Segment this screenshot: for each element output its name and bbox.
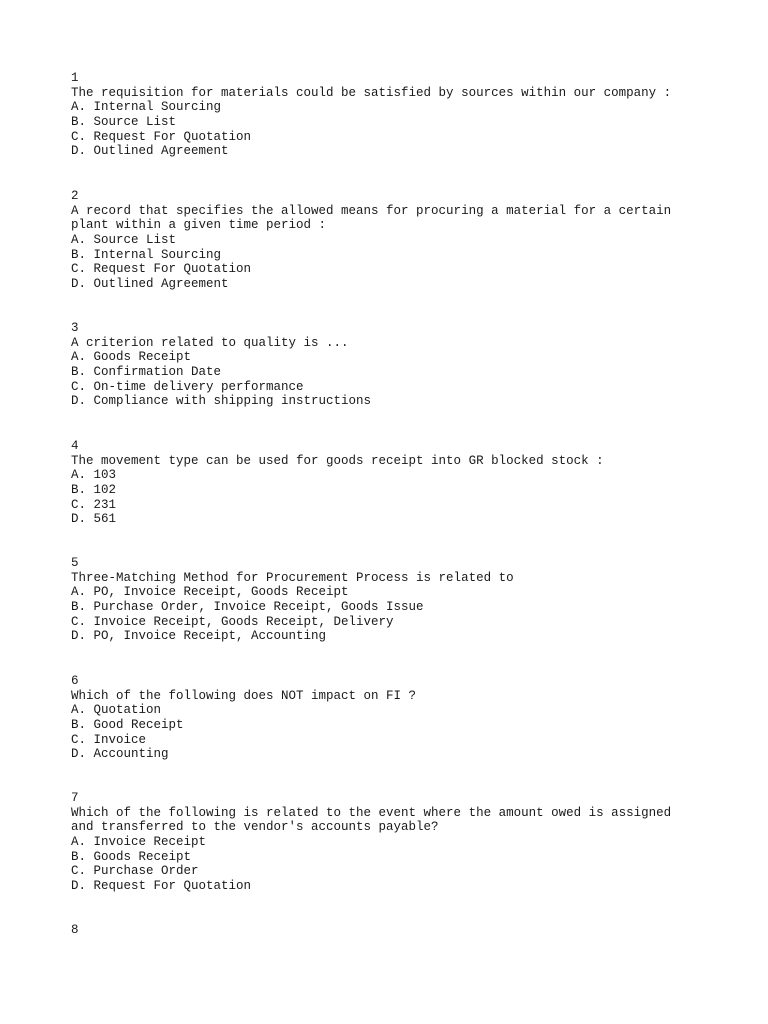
question-number: 3 — [71, 321, 79, 335]
option-a: A. Quotation — [71, 703, 162, 718]
option-c: C. Purchase Order — [71, 864, 199, 879]
option-b: B. Confirmation Date — [71, 365, 222, 380]
question-5 — [71, 556, 751, 644]
option-b: B. Purchase Order, Invoice Receipt, Goods Issue — [71, 600, 424, 615]
question-2 — [71, 189, 751, 292]
option-b: B. Goods Receipt — [71, 849, 192, 864]
question-number: 7 — [71, 791, 79, 805]
option-c: C. Request For Quotation — [71, 262, 252, 277]
option-a: A. PO, Invoice Receipt, Goods Receipt — [71, 585, 349, 600]
option-a: A. Source List — [71, 233, 177, 248]
question-number: 4 — [71, 439, 79, 453]
option-d: D. Request For Quotation — [71, 879, 252, 894]
question-6 — [71, 674, 751, 762]
question-text: plant within a given time period : — [71, 218, 327, 233]
option-d: D. Compliance with shipping instructions — [71, 394, 372, 409]
question-text: The requisition for materials could be satisfied by sources within our company : — [71, 85, 672, 100]
option-c: C. On-time delivery performance — [71, 379, 304, 394]
question-text: The movement type can be used for goods receipt into GR blocked stock : — [71, 453, 604, 468]
option-d: D. Outlined Agreement — [71, 277, 229, 292]
option-b: B. Good Receipt — [71, 718, 184, 733]
question-text: Which of the following is related to the event where the amount owed is assigned — [71, 805, 672, 820]
question-7 — [71, 791, 751, 894]
question-number: 5 — [71, 556, 79, 570]
option-d: D. Outlined Agreement — [71, 144, 229, 159]
option-d: D. Accounting — [71, 747, 169, 762]
option-c: C. Request For Quotation — [71, 129, 252, 144]
option-c: C. 231 — [71, 497, 117, 512]
option-b: B. Internal Sourcing — [71, 247, 222, 262]
question-text: A criterion related to quality is ... — [71, 335, 349, 350]
option-d: D. PO, Invoice Receipt, Accounting — [71, 629, 327, 644]
question-number: 2 — [71, 189, 79, 203]
question-3 — [71, 321, 751, 409]
option-d: D. 561 — [71, 512, 117, 527]
option-a: A. Goods Receipt — [71, 350, 192, 365]
question-number: 6 — [71, 674, 79, 688]
option-a: A. Invoice Receipt — [71, 835, 207, 850]
option-a: A. Internal Sourcing — [71, 100, 222, 115]
question-8 — [71, 923, 751, 938]
question-text: and transferred to the vendor's accounts payable? — [71, 820, 439, 835]
option-b: B. 102 — [71, 483, 117, 498]
question-number: 8 — [71, 923, 79, 937]
option-b: B. Source List — [71, 115, 177, 130]
question-text: A record that specifies the allowed means for procuring a material for a certain — [71, 203, 672, 218]
option-a: A. 103 — [71, 468, 117, 483]
question-4 — [71, 439, 751, 527]
question-text: Three-Matching Method for Procurement Process is related to — [71, 570, 514, 585]
question-text: Which of the following does NOT impact on FI ? — [71, 688, 417, 703]
option-c: C. Invoice Receipt, Goods Receipt, Delivery — [71, 614, 394, 629]
option-c: C. Invoice — [71, 732, 147, 747]
question-1 — [71, 71, 751, 159]
question-number: 1 — [71, 71, 79, 85]
